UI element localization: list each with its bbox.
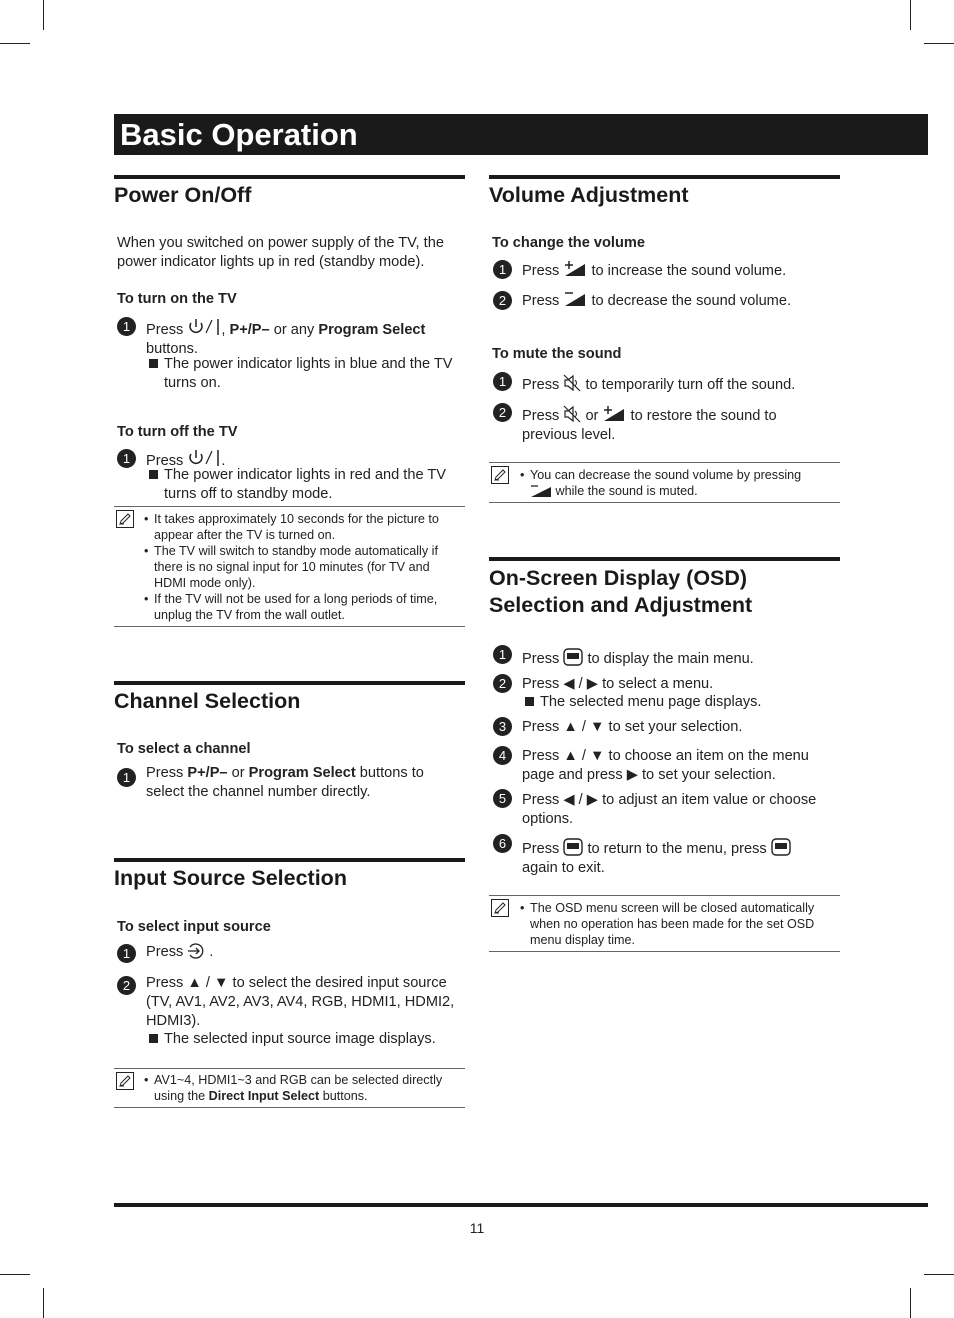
section-heading-input: Input Source Selection — [114, 866, 347, 890]
power-notes — [114, 506, 465, 627]
crop-mark — [43, 1288, 44, 1318]
section-osd — [489, 557, 840, 619]
section-power — [114, 175, 465, 208]
menu-button-icon — [771, 838, 791, 856]
crop-mark — [910, 0, 911, 30]
step-number: 2 — [493, 403, 512, 422]
osd-step-4: Press ▲ / ▼ to choose an item on the menu page and press ▶ to set your selection. — [522, 748, 809, 783]
up-arrow-icon: ▲ — [563, 748, 578, 764]
section-volume — [489, 175, 840, 208]
note-item: • You can decrease the sound volume by pressing while the sound is muted. — [530, 467, 835, 499]
power-turn-on-result: The power indicator lights in blue and the TV turns on. — [149, 355, 474, 393]
note-pencil-icon — [491, 466, 509, 484]
right-arrow-icon: ▶ — [626, 767, 638, 783]
input-note — [114, 1068, 465, 1108]
page-number: 11 — [469, 1220, 485, 1236]
osd-step-3: Press ▲ / ▼ to set your selection. — [522, 719, 743, 735]
right-arrow-icon: ▶ — [586, 792, 599, 808]
input-step-2-result: The selected input source image displays. — [149, 1030, 459, 1049]
osd-step-6: Press to return to the menu, press again to exit. — [522, 838, 822, 878]
crop-mark — [0, 43, 30, 44]
menu-button-icon — [563, 838, 583, 856]
step-number: 5 — [493, 789, 512, 808]
input-source-icon — [187, 943, 209, 959]
volume-change-step-2: Press to decrease the sound volume. — [522, 290, 840, 311]
osd-note — [489, 895, 840, 952]
power-intro: When you switched on power supply of the TV, the power indicator lights up in red (standby mode). — [117, 235, 444, 270]
step-number: 6 — [493, 834, 512, 853]
section-input — [114, 858, 465, 891]
input-step-2: Press ▲ / ▼ to select the desired input source (TV, AV1, AV2, AV3, AV4, RGB, HDMI1, HDMI2, HDMI3). — [146, 975, 455, 1029]
volume-down-icon — [530, 484, 552, 498]
volume-mute-title: To mute the sound — [492, 346, 622, 362]
channel-step: Press P+/P– or Program Select buttons to select the channel number directly. — [146, 765, 424, 800]
volume-note — [489, 462, 840, 503]
p-minus-label: /P– — [247, 322, 270, 338]
crop-mark — [0, 1274, 30, 1275]
up-arrow-icon: ▲ — [187, 975, 202, 991]
note-pencil-icon — [491, 899, 509, 917]
step-number: 1 — [493, 645, 512, 664]
input-sub: To select input source — [117, 919, 271, 935]
power-turn-on-step: Press , P+/P– or any Program Select buttons. — [146, 317, 466, 359]
right-arrow-icon: ▶ — [586, 676, 599, 692]
osd-step-2: Press ◀ / ▶ to select a menu. — [522, 676, 714, 692]
down-arrow-icon: ▼ — [590, 748, 605, 764]
step-number: 2 — [493, 674, 512, 693]
square-bullet — [149, 470, 158, 479]
crop-mark — [43, 0, 44, 30]
step-number: 1 — [117, 317, 136, 336]
note-pencil-icon — [116, 510, 134, 528]
input-step-1: Press . — [146, 944, 214, 960]
volume-up-icon — [563, 260, 587, 278]
power-turn-off-result: The power indicator lights in red and the TV turns off to standby mode. — [149, 466, 480, 504]
osd-step-5: Press ◀ / ▶ to adjust an item value or choose options. — [522, 792, 817, 827]
crop-mark — [924, 43, 954, 44]
osd-step-1: Press to display the main menu. — [522, 648, 840, 669]
page-title: Basic Operation — [120, 117, 358, 152]
left-arrow-icon: ◀ — [563, 792, 575, 808]
crop-mark — [924, 1274, 954, 1275]
down-arrow-icon: ▼ — [214, 975, 229, 991]
volume-mute-step-1: Press to temporarily turn off the sound. — [522, 374, 840, 395]
section-heading-osd: On-Screen Display (OSD) Selection and Adjustment — [489, 566, 753, 617]
square-bullet — [149, 359, 158, 368]
note-item: • The TV will switch to standby mode automatically if there is no signal input for 10 minutes (for TV and HDMI mode only). — [154, 543, 459, 592]
note-item: • If the TV will not be used for a long periods of time, unplug the TV from the wall outlet. — [154, 591, 459, 623]
footer-rule — [114, 1203, 928, 1207]
step-number: 2 — [493, 291, 512, 310]
crop-mark — [910, 1288, 911, 1318]
power-button-icon — [187, 317, 221, 337]
down-arrow-icon: ▼ — [590, 719, 605, 735]
volume-up-icon — [602, 405, 626, 423]
section-heading-channel: Channel Selection — [114, 689, 301, 713]
mute-icon — [563, 405, 581, 423]
section-heading-power: Power On/Off — [114, 183, 252, 207]
volume-mute-step-2: Press or to restore the sound to previous level. — [522, 405, 822, 445]
channel-sub: To select a channel — [117, 741, 251, 757]
step-number: 3 — [493, 717, 512, 736]
section-channel — [114, 681, 465, 714]
p-plus-label: P+ — [187, 765, 206, 781]
up-arrow-icon: ▲ — [563, 719, 578, 735]
section-heading-volume: Volume Adjustment — [489, 183, 689, 207]
power-turn-off-title: To turn off the TV — [117, 424, 238, 440]
step-number: 4 — [493, 746, 512, 765]
note-item: • It takes approximately 10 seconds for the picture to appear after the TV is turned on. — [154, 511, 459, 543]
step-number: 1 — [117, 944, 136, 963]
note-item: • The OSD menu screen will be closed automatically when no operation has been made for the set OSD menu display time. — [530, 900, 835, 949]
volume-change-title: To change the volume — [492, 235, 645, 251]
p-plus-label: P+ — [229, 322, 248, 338]
step-number: 1 — [493, 372, 512, 391]
square-bullet — [525, 697, 534, 706]
menu-button-icon — [563, 648, 583, 666]
left-arrow-icon: ◀ — [563, 676, 575, 692]
note-item: • AV1~4, HDMI1~3 and RGB can be selected directly using the Direct Input Select buttons. — [154, 1072, 464, 1104]
p-minus-label: /P– — [205, 765, 228, 781]
mute-icon — [563, 374, 581, 392]
volume-change-step-1: Press to increase the sound volume. — [522, 260, 840, 281]
step-number: 1 — [117, 768, 136, 787]
power-turn-on-title: To turn on the TV — [117, 291, 237, 307]
square-bullet — [149, 1034, 158, 1043]
power-turn-off-step: Press . — [146, 448, 466, 471]
osd-step-2-result: The selected menu page displays. — [525, 693, 835, 712]
note-pencil-icon — [116, 1072, 134, 1090]
step-number: 2 — [117, 976, 136, 995]
step-number: 1 — [117, 449, 136, 468]
page-title-bar — [114, 114, 928, 155]
power-button-icon — [187, 448, 221, 468]
step-number: 1 — [493, 260, 512, 279]
volume-down-icon — [563, 290, 587, 308]
